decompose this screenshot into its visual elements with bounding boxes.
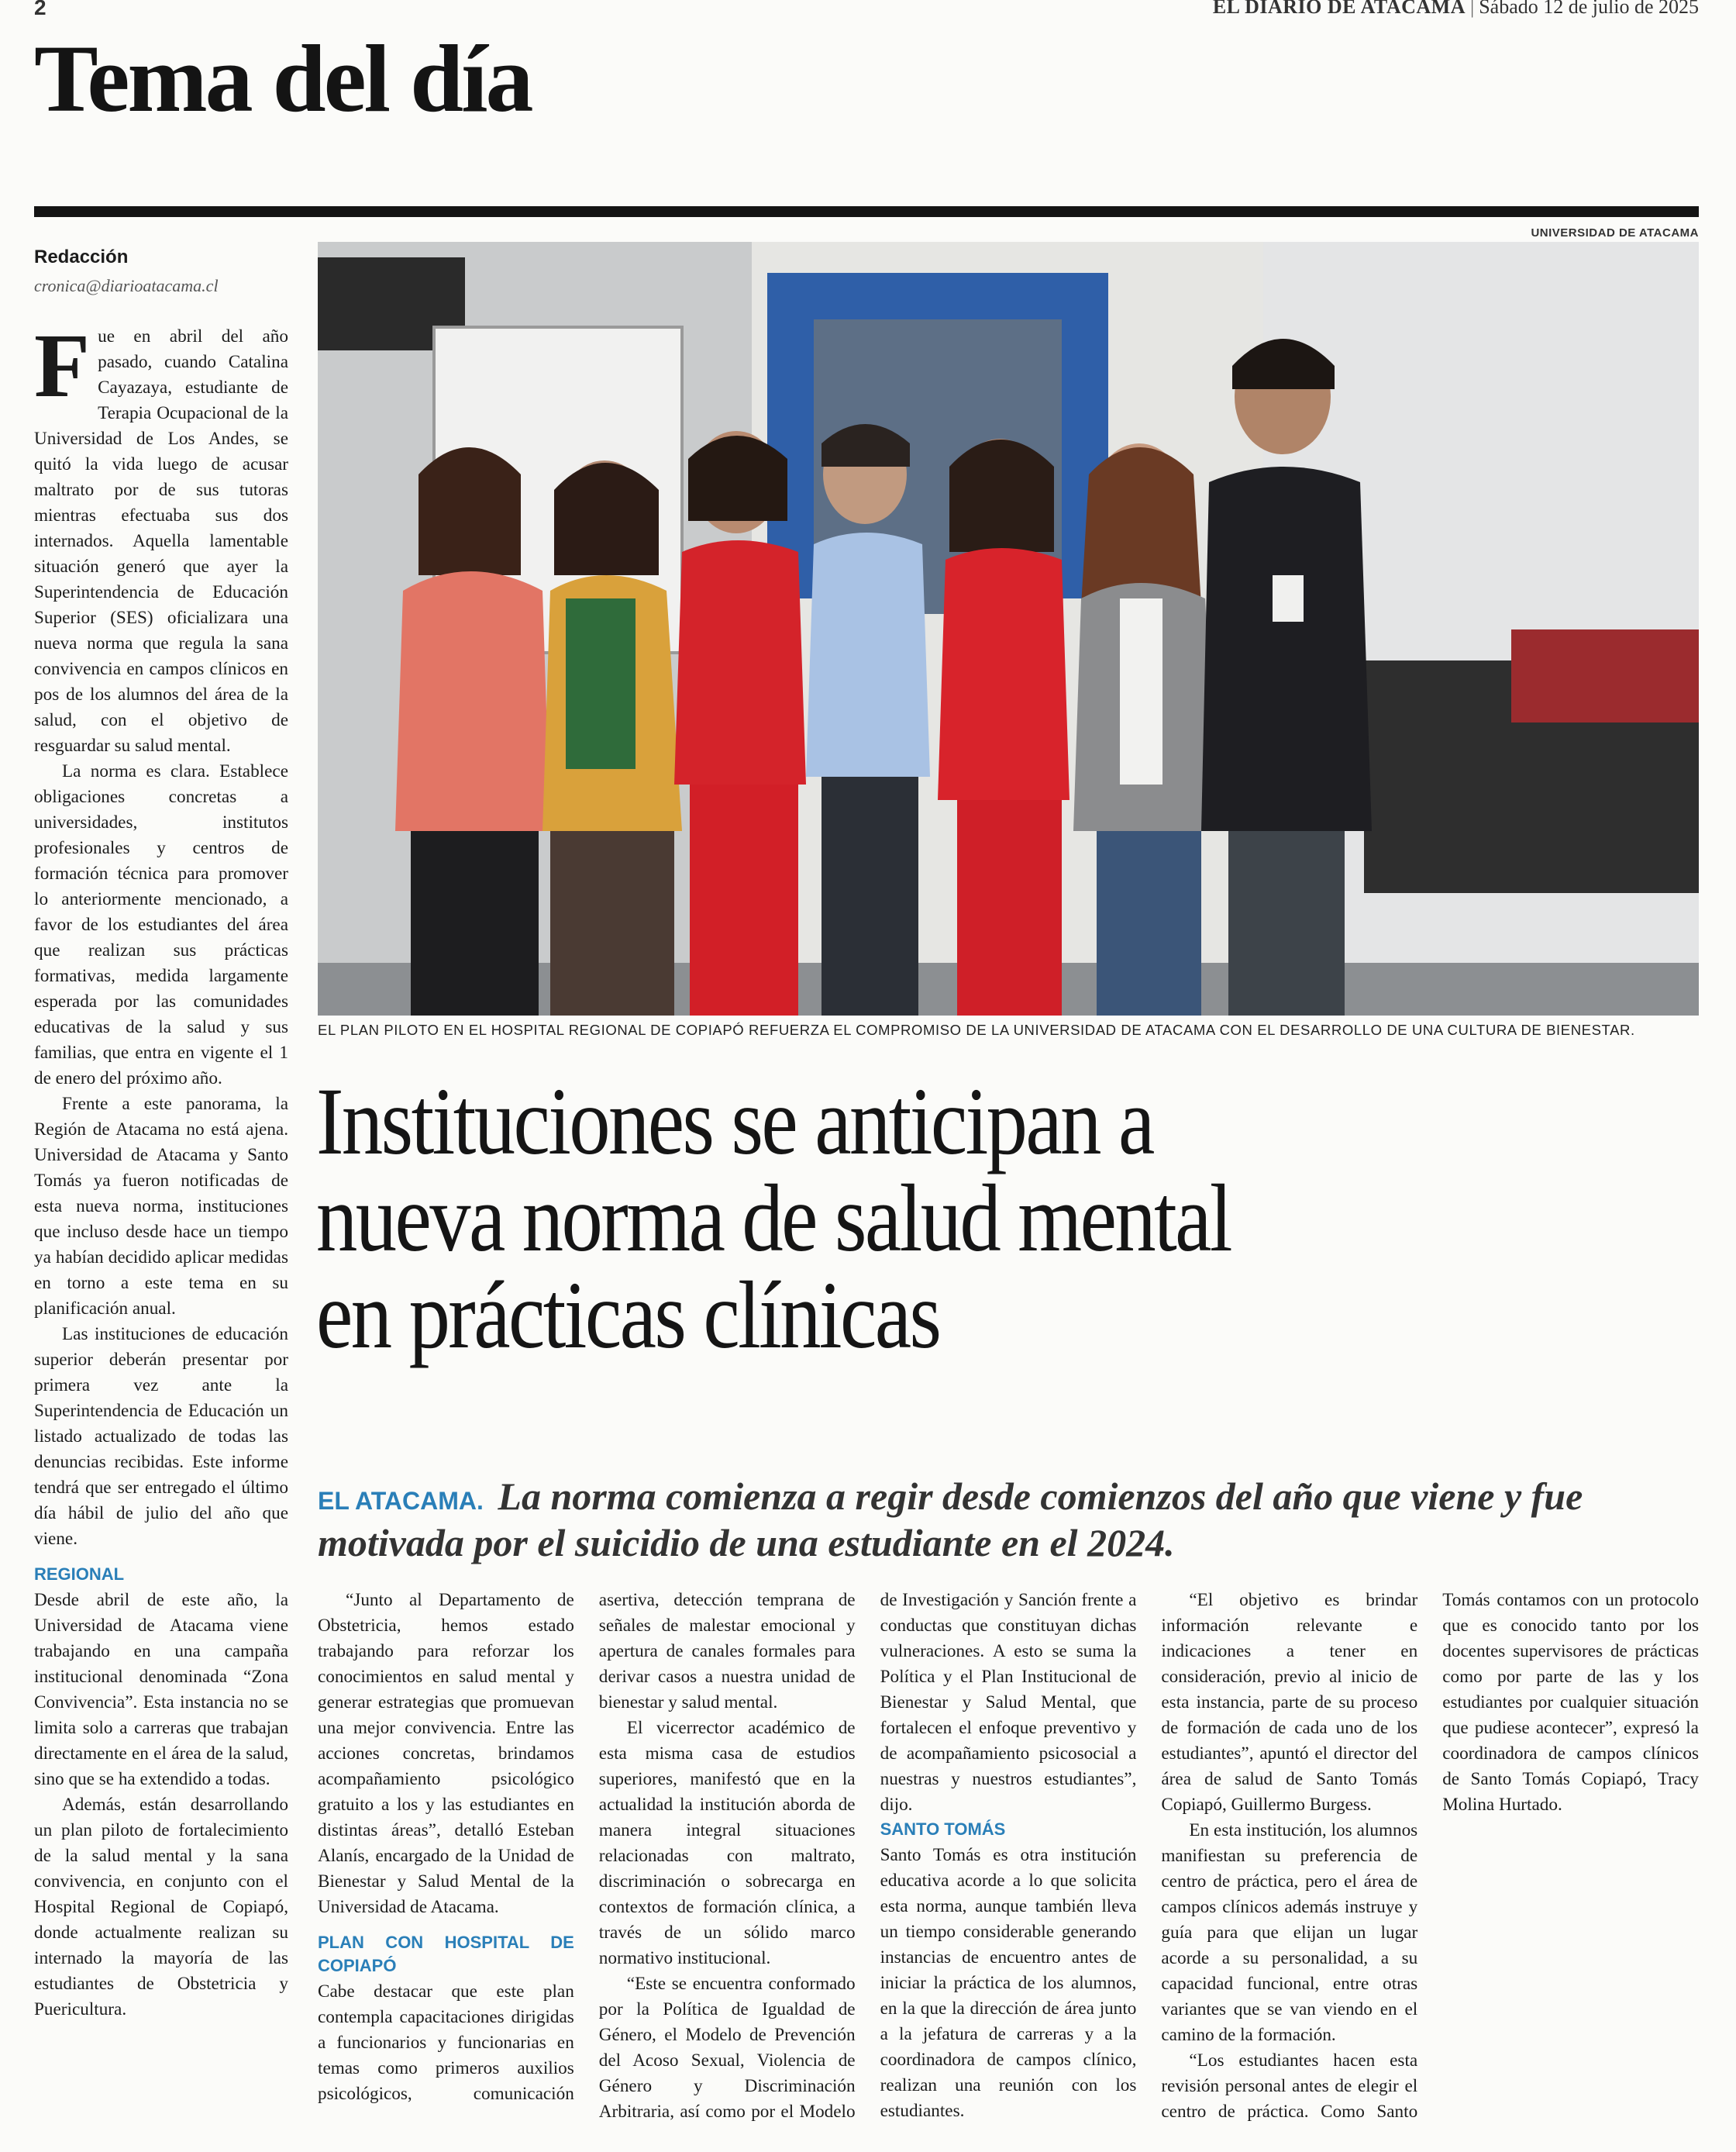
subheading-santo-tomas: SANTO TOMÁS (880, 1819, 1006, 1839)
headline-line-1: Instituciones se anticipan a (316, 1068, 1153, 1174)
masthead-separator: | (1469, 0, 1475, 18)
section-rule (34, 206, 1699, 217)
article-paragraph: Cabe destacar que este plan contempla capacitaciones dirigidas a funcionarios y funcionarias en temas como primeros auxilios psicológicos, comunicación asertiva, detección temprana de señales de malestar emocional y apertura de canales formales para derivar casos a nuestra unidad de bienestar y salud mental. (318, 1590, 856, 2104)
body-column-2 (318, 1588, 1699, 2130)
article-lede (318, 1473, 1705, 1566)
section-title: Tema del día (34, 26, 532, 132)
article-paragraph: Desde abril de este año, la Universidad de Atacama viene trabajando en una campaña institucional denominada “Zona Convivencia”. Esta instancia no se limita solo a carreras que trabajan directamente en el área de la salud, sino que se ha extendido a todas. (34, 1590, 288, 1789)
lede-kicker: EL ATACAMA. (318, 1487, 484, 1515)
article-paragraph: “Junto al Departamento de Obstetricia, hemos estado trabajando para reforzar los conocimientos en salud mental y generar estrategias que promuevan una mejor convivencia. Entre las acciones concretas, brindamos acompañamiento psicológico gratuito a los y las estudiantes en distintas áreas”, detalló Esteban Alanís, encargado de la Unidad de Bienestar y Salud Mental de la Universidad de Atacama. (318, 1590, 574, 1917)
drop-cap: F (34, 315, 91, 416)
masthead (1213, 0, 1699, 19)
article-paragraph: “Los estudiantes hacen esta revisión personal antes de elegir el centro de práctica. Como Santo Tomás contamos con un protocolo que es conocido tanto por los docentes supervisores de prácticas como por parte de las y los estudiantes por cualquier situación que pudiese acontecer”, expresó la coordinadora de campos clínicos de Santo Tomás Copiapó, Tracy Molina Hurtado. (1161, 1590, 1699, 2122)
article-paragraph: “Este se encuentra conformado por la Política de Igualdad de Género, el Modelo de Prevención del Acoso Sexual, Violencia de Género y Discriminación Arbitraria, así como por el Modelo de Investigación y Sanción frente a conductas que constituyan dichas vulneraciones. A esto se suma la Política y el Plan Institucional de Bienestar y Salud Mental, que fortalecen el enfoque preventivo y de acompañamiento psicosocial a nuestras y nuestros estudiantes”, dijo. (598, 1590, 1137, 2122)
headline-line-3: en prácticas clínicas (316, 1262, 940, 1368)
publication-name: EL DIARIO DE ATACAMA (1212, 0, 1466, 18)
subheading-plan-hospital: PLAN CON HOSPITAL DE COPIAPÓ (318, 1933, 574, 1975)
article-paragraph: Las instituciones de educación superior deberán presentar por primera vez ante la Superintendencia de Educación un listado actualizado de todas las denuncias recibidas. Este informe tendrá que ser entregado el último día hábil de julio del año que viene. (34, 1324, 288, 1549)
byline-email: cronica@diarioatacama.cl (34, 276, 219, 295)
group-photo-illustration (318, 242, 1699, 1016)
article-paragraph: “El objetivo es brindar información relevante e indicaciones a tener en consideración, previo al inicio de esta instancia, parte de su proceso de formación de cada uno de los estudiantes”, apuntó el director del área de salud de Santo Tomás Copiapó, Guillermo Burgess. (1161, 1590, 1418, 1815)
photo-caption: EL PLAN PILOTO EN EL HOSPITAL REGIONAL DE COPIAPÓ REFUERZA EL COMPROMISO DE LA UNIVERSIDAD DE ATACAMA CON EL DESARROLLO DE UNA CULTURA DE BIENESTAR. (318, 1022, 1635, 1038)
article-headline (316, 1068, 1711, 1368)
lede-text: La norma comienza a regir desde comienzos del año que viene y fue motivada por el suicidio de una estudiante en el 2024. (318, 1474, 1583, 1564)
article-paragraph: La norma es clara. Establece obligaciones concretas a universidades, institutos profesionales y centros de formación técnica para promover lo anteriormente mencionado, a favor de los estudiantes del área que realizan sus prácticas formativas, medida largamente esperada por las comunidades educativas de la salud y sus familias, que entra en vigente el 1 de enero del próximo año. (34, 761, 288, 1088)
paragraph-text: ue en abril del año pasado, cuando Catalina Cayazaya, estudiante de Terapia Ocupacional de la Universidad de Los Andes, se quitó la vida luego de acusar maltrato por de sus tutoras mientras efectuaba sus dos internados. Aquella lamentable situación generó que ayer la Superintendencia de Educación Superior (SES) oficializara una nueva norma que regula la sana convivencia en campos clínicos en pos de los alumnos del área de la salud, con el objetivo de resguardar su salud mental. (34, 326, 288, 756)
article-paragraph: Santo Tomás es otra institución educativa acorde a lo que solicita esta norma, aunque también lleva un tiempo considerable generando instancias de encuentro antes de iniciar la práctica de los alumnos, en la que la dirección de área junto a la jefatura de carreras y a la coordinadora de campos clínico, realizan una reunión con los estudiantes. (880, 1845, 1137, 2121)
article-paragraph: Frente a este panorama, la Región de Atacama no está ajena. Universidad de Atacama y Santo Tomás ya fueron notificadas de esta nueva norma, instituciones que incluso desde hace un tiempo ya habían decidido aplicar medidas en torno a este tema en su planificación anual. (34, 1094, 288, 1319)
article-paragraph: El vicerrector académico de esta misma casa de estudios superiores, manifestó que en la actualidad la institución aborda de manera integral situaciones relacionadas con maltrato, discriminación o sobrecarga en contextos de formación clínica, a través de un sólido marco normativo institucional. (598, 1718, 856, 1968)
photo-credit: UNIVERSIDAD DE ATACAMA (1531, 226, 1699, 240)
page-number: 2 (34, 0, 46, 19)
article-photo (318, 242, 1699, 1016)
headline-line-2: nueva norma de salud mental (316, 1165, 1231, 1271)
body-column-1 (34, 315, 288, 2023)
article-paragraph: En esta institución, los alumnos manifiestan su preferencia de centro de práctica, pero el área de campos clínicos además instruye y guía para que elijan un lugar acorde a su personalidad, a su capacidad funcional, entre otras variantes que se van viendo en el camino de la formación. (1161, 1820, 1418, 2045)
subheading-regional: REGIONAL (34, 1564, 125, 1584)
article-paragraph: Además, están desarrollando un plan piloto de fortalecimiento de la salud mental y la sana convivencia, en conjunto con el Hospital Regional de Copiapó, donde actualmente realizan su internado la mayoría de las estudiantes de Obstetricia y Puericultura. (34, 1795, 288, 2019)
article-paragraph (34, 315, 288, 759)
publication-date: Sábado 12 de julio de 2025 (1479, 0, 1699, 18)
byline-name: Redacción (34, 247, 129, 267)
